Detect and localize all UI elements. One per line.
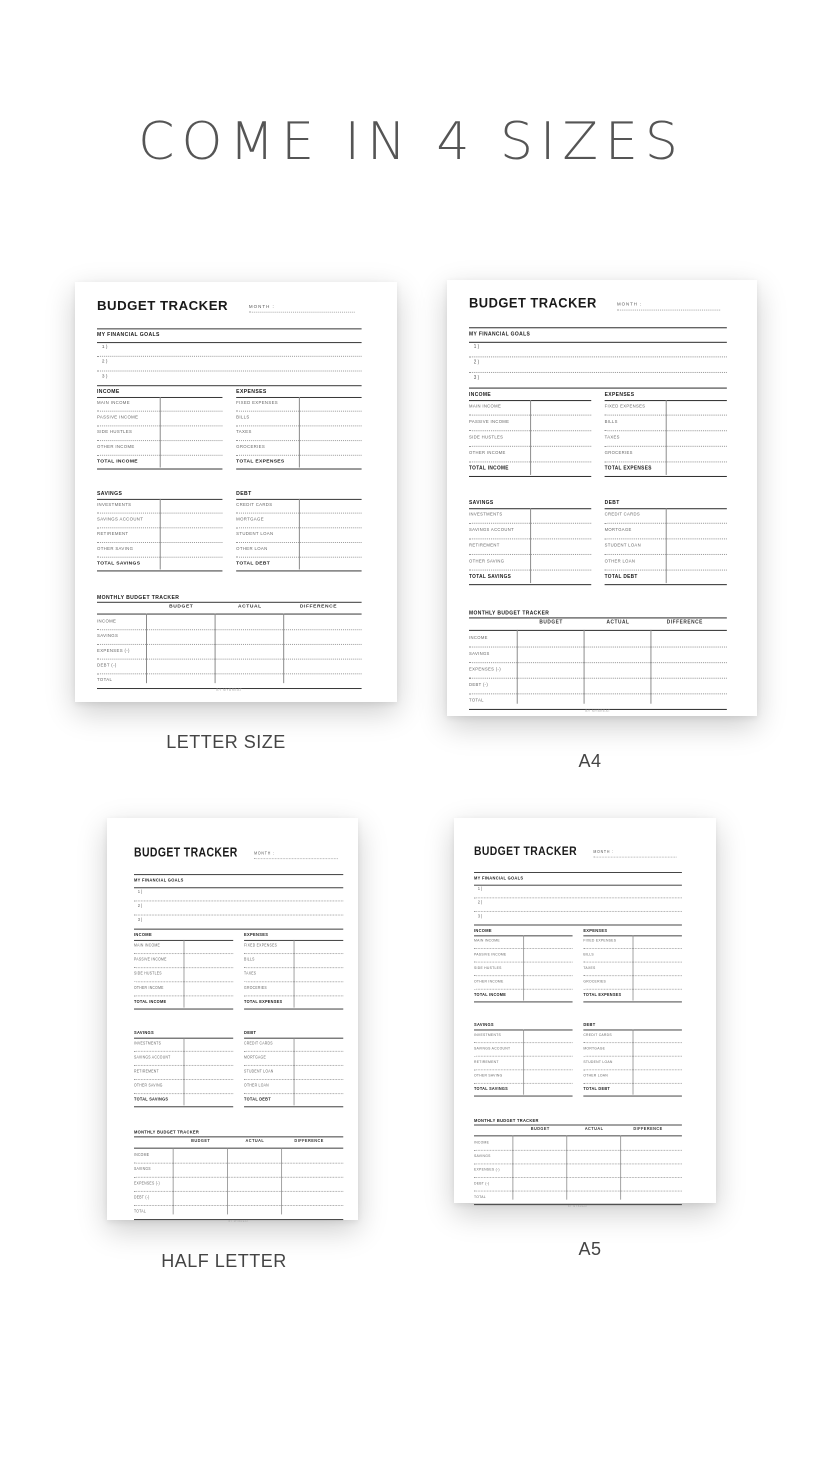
monthly-header-rule bbox=[469, 630, 727, 631]
monthly-row-rule bbox=[97, 659, 362, 660]
footer-credit: BY MYBREAT bbox=[567, 1204, 589, 1208]
monthly-row-rule bbox=[134, 1163, 343, 1164]
expenses-column-rule bbox=[666, 400, 667, 475]
monthly-row-rule bbox=[474, 1150, 682, 1151]
monthly-header-rule bbox=[97, 614, 362, 615]
monthly-column-rule bbox=[283, 614, 284, 684]
goal-line: 3 ) bbox=[137, 918, 143, 924]
expenses-column-rule bbox=[633, 935, 634, 1000]
goals-top-rule bbox=[474, 872, 682, 873]
expenses-row-label: BILLS bbox=[583, 951, 594, 957]
monthly-row-label: SAVINGS bbox=[474, 1153, 491, 1159]
income-header: INCOME bbox=[474, 928, 492, 934]
goals-rule bbox=[469, 342, 727, 343]
monthly-column-header: BUDGET bbox=[530, 1126, 550, 1132]
debt-total: TOTAL DEBT bbox=[583, 1086, 611, 1092]
savings-total-rule bbox=[97, 570, 222, 571]
expenses-row-label: TAXES bbox=[236, 429, 252, 435]
planner-sheet-a5 bbox=[454, 818, 716, 1208]
monthly-header: MONTHLY BUDGET TRACKER bbox=[469, 610, 550, 617]
goal-line: 2 ) bbox=[477, 901, 483, 906]
expenses-row-label: GROCERIES bbox=[583, 978, 607, 984]
savings-total: TOTAL SAVINGS bbox=[97, 560, 141, 567]
expenses-row-label: FIXED EXPENSES bbox=[236, 399, 279, 405]
goals-top-rule bbox=[134, 874, 343, 875]
debt-total-rule bbox=[244, 1106, 343, 1107]
expenses-column-rule bbox=[294, 940, 295, 1008]
expenses-row-label: GROCERIES bbox=[236, 444, 266, 449]
expenses-total-rule bbox=[605, 476, 727, 477]
page-title: BUDGET TRACKER bbox=[97, 298, 229, 313]
goal-rule bbox=[97, 356, 362, 357]
monthly-rule bbox=[97, 602, 362, 603]
debt-row-label: OTHER LOAN bbox=[583, 1072, 609, 1078]
goal-rule bbox=[97, 371, 362, 372]
savings-row-label: INVESTMENTS bbox=[474, 1032, 502, 1037]
expenses-total: TOTAL EXPENSES bbox=[236, 458, 285, 465]
goals-top-rule bbox=[97, 328, 362, 329]
planner-page bbox=[474, 844, 682, 1206]
monthly-row-rule bbox=[469, 662, 727, 663]
monthly-row-label: DEBT (-) bbox=[97, 662, 117, 668]
income-column-rule bbox=[530, 400, 531, 475]
savings-row-label: SAVINGS ACCOUNT bbox=[469, 526, 515, 533]
caption-letter-size: LETTER SIZE bbox=[166, 732, 286, 752]
debt-total: TOTAL DEBT bbox=[244, 1096, 271, 1103]
monthly-header-rule bbox=[474, 1135, 682, 1136]
goal-line: 1 ) bbox=[473, 344, 480, 351]
income-row-label: MAIN INCOME bbox=[469, 403, 502, 409]
expenses-row-label: TAXES bbox=[583, 965, 596, 970]
debt-header: DEBT bbox=[583, 1022, 596, 1028]
income-row-label: MAIN INCOME bbox=[134, 942, 161, 948]
debt-row-label: CREDIT CARDS bbox=[583, 1032, 612, 1037]
monthly-row-rule bbox=[97, 673, 362, 674]
goals-rule bbox=[134, 887, 343, 888]
savings-total-rule bbox=[134, 1106, 233, 1107]
expenses-header: EXPENSES bbox=[244, 932, 269, 939]
debt-row-label: CREDIT CARDS bbox=[604, 511, 641, 517]
month-field: MONTH : bbox=[617, 301, 720, 310]
income-column-rule bbox=[184, 940, 185, 1008]
savings-column-rule bbox=[160, 499, 161, 570]
monthly-rule bbox=[134, 1136, 343, 1137]
monthly-row-rule bbox=[134, 1191, 343, 1192]
income-row-label: PASSIVE INCOME bbox=[97, 414, 139, 420]
monthly-column-rule bbox=[173, 1148, 174, 1215]
debt-row-label: STUDENT LOAN bbox=[604, 542, 641, 548]
expenses-header: EXPENSES bbox=[236, 389, 267, 396]
savings-row-label: SAVINGS ACCOUNT bbox=[474, 1045, 511, 1051]
goal-rule bbox=[97, 385, 362, 386]
month-field: MONTH : bbox=[593, 849, 676, 857]
debt-header: DEBT bbox=[604, 499, 620, 507]
expenses-row-label: BILLS bbox=[244, 956, 255, 962]
income-row-label: OTHER INCOME bbox=[134, 985, 164, 990]
goals-header: MY FINANCIAL GOALS bbox=[474, 875, 524, 882]
savings-row-label: INVESTMENTS bbox=[97, 501, 132, 507]
savings-row-label: SAVINGS ACCOUNT bbox=[134, 1054, 171, 1060]
monthly-column-header: DIFFERENCE bbox=[299, 603, 338, 610]
planner-page bbox=[469, 295, 727, 714]
monthly-row-rule bbox=[469, 647, 727, 648]
headline: COME IN 4 SIZES bbox=[138, 112, 685, 172]
savings-header: SAVINGS bbox=[134, 1030, 154, 1036]
expenses-row-label: BILLS bbox=[236, 414, 250, 420]
goals-rule bbox=[474, 885, 682, 886]
planner-page bbox=[134, 845, 343, 1221]
debt-row-label: STUDENT LOAN bbox=[583, 1059, 613, 1064]
goal-rule bbox=[469, 356, 727, 357]
monthly-header: MONTHLY BUDGET TRACKER bbox=[97, 594, 180, 601]
goal-rule bbox=[134, 900, 343, 901]
monthly-column-rule bbox=[215, 614, 216, 684]
expenses-total: TOTAL EXPENSES bbox=[244, 999, 283, 1005]
monthly-row-label: TOTAL bbox=[134, 1208, 147, 1214]
page-title: BUDGET TRACKER bbox=[134, 845, 238, 860]
income-row-label: PASSIVE INCOME bbox=[474, 951, 507, 957]
debt-header: DEBT bbox=[244, 1030, 257, 1036]
savings-header: SAVINGS bbox=[474, 1022, 494, 1028]
debt-row-label: MORTGAGE bbox=[236, 516, 264, 522]
monthly-column-rule bbox=[584, 630, 585, 704]
goals-header: MY FINANCIAL GOALS bbox=[97, 332, 160, 339]
income-row-label: OTHER INCOME bbox=[474, 978, 504, 984]
savings-row-label: OTHER SAVING bbox=[469, 558, 505, 564]
income-row-label: OTHER INCOME bbox=[97, 444, 135, 449]
monthly-row-label: INCOME bbox=[134, 1152, 150, 1158]
debt-row-label: CREDIT CARDS bbox=[244, 1040, 273, 1046]
income-column-rule bbox=[160, 397, 161, 468]
monthly-row-rule bbox=[134, 1177, 343, 1178]
monthly-row-label: EXPENSES (-) bbox=[474, 1167, 500, 1172]
savings-row-label: RETIREMENT bbox=[97, 531, 129, 537]
monthly-column-header: BUDGET bbox=[191, 1138, 211, 1144]
monthly-row-rule bbox=[474, 1163, 682, 1164]
income-header: INCOME bbox=[97, 389, 120, 396]
income-total-rule bbox=[469, 476, 591, 477]
caption-a5: A5 bbox=[578, 1239, 602, 1259]
goal-line: 1 ) bbox=[477, 887, 483, 892]
goal-line: 3 ) bbox=[473, 376, 480, 382]
planner-page bbox=[97, 298, 362, 690]
monthly-column-rule bbox=[281, 1148, 282, 1215]
monthly-rule bbox=[469, 617, 727, 618]
monthly-column-header: BUDGET bbox=[169, 603, 194, 610]
monthly-row-rule bbox=[469, 693, 727, 694]
monthly-column-header: ACTUAL bbox=[245, 1138, 265, 1144]
expenses-total-rule bbox=[236, 469, 361, 470]
debt-column-rule bbox=[666, 508, 667, 583]
debt-total-rule bbox=[583, 1096, 682, 1097]
expenses-row-label: TAXES bbox=[244, 970, 257, 976]
income-total: TOTAL INCOME bbox=[134, 999, 167, 1005]
planner-sheet-a4 bbox=[447, 280, 757, 716]
goals-top-rule bbox=[469, 327, 727, 328]
expenses-column-rule bbox=[299, 397, 300, 468]
debt-total-rule bbox=[236, 570, 361, 571]
monthly-row-label: EXPENSES (-) bbox=[97, 647, 130, 653]
income-row-label: PASSIVE INCOME bbox=[469, 418, 510, 424]
monthly-row-label: TOTAL bbox=[469, 697, 484, 703]
footer-credit: BY MYBREAT bbox=[228, 1219, 249, 1223]
goal-line: 2 ) bbox=[101, 359, 108, 365]
monthly-row-label: SAVINGS bbox=[134, 1166, 151, 1172]
savings-column-rule bbox=[530, 508, 531, 583]
page-title: BUDGET TRACKER bbox=[469, 295, 597, 311]
goal-line: 2 ) bbox=[473, 360, 480, 366]
income-total-rule bbox=[474, 1001, 573, 1002]
debt-column-rule bbox=[299, 499, 300, 570]
expenses-header: EXPENSES bbox=[604, 391, 635, 398]
monthly-row-label: TOTAL bbox=[97, 677, 113, 683]
planner-sheet-half-letter bbox=[107, 818, 358, 1223]
monthly-column-header: DIFFERENCE bbox=[666, 619, 703, 626]
income-row-label: OTHER INCOME bbox=[469, 449, 506, 456]
expenses-row-label: GROCERIES bbox=[244, 985, 267, 990]
goal-rule bbox=[469, 388, 727, 389]
expenses-total-rule bbox=[244, 1009, 343, 1010]
goal-rule bbox=[134, 929, 343, 930]
savings-row-label: INVESTMENTS bbox=[469, 511, 503, 517]
monthly-header-rule bbox=[134, 1148, 343, 1149]
savings-header: SAVINGS bbox=[469, 499, 494, 507]
goal-rule bbox=[469, 372, 727, 373]
income-header: INCOME bbox=[134, 932, 152, 939]
income-row-label: SIDE HUSTLES bbox=[474, 965, 502, 970]
monthly-column-rule bbox=[227, 1148, 228, 1215]
savings-column-rule bbox=[523, 1030, 524, 1095]
monthly-row-label: INCOME bbox=[474, 1139, 490, 1145]
month-field: MONTH : bbox=[254, 851, 338, 859]
monthly-column-header: BUDGET bbox=[539, 619, 563, 626]
monthly-row-label: DEBT (-) bbox=[469, 681, 489, 688]
income-row-label: PASSIVE INCOME bbox=[134, 956, 167, 962]
debt-row-label: MORTGAGE bbox=[583, 1045, 606, 1051]
footer-credit: BY MYBREAT bbox=[585, 708, 611, 714]
savings-row-label: RETIREMENT bbox=[469, 542, 500, 548]
monthly-header: MONTHLY BUDGET TRACKER bbox=[134, 1129, 200, 1136]
expenses-total-rule bbox=[583, 1001, 682, 1002]
goal-line: 1 ) bbox=[137, 890, 143, 895]
goals-header: MY FINANCIAL GOALS bbox=[134, 877, 184, 884]
debt-row-label: MORTGAGE bbox=[604, 526, 632, 533]
income-total-rule bbox=[97, 469, 222, 470]
income-column-rule bbox=[523, 935, 524, 1000]
savings-row-label: OTHER SAVING bbox=[474, 1072, 503, 1078]
monthly-header: MONTHLY BUDGET TRACKER bbox=[474, 1118, 539, 1124]
monthly-column-rule bbox=[146, 614, 147, 684]
goal-rule bbox=[474, 911, 682, 912]
monthly-row-label: TOTAL bbox=[474, 1194, 486, 1199]
page-title: BUDGET TRACKER bbox=[474, 844, 577, 858]
income-total: TOTAL INCOME bbox=[97, 458, 138, 465]
savings-row-label: RETIREMENT bbox=[134, 1068, 159, 1074]
goals-rule bbox=[97, 342, 362, 343]
goal-line: 3 ) bbox=[101, 374, 108, 380]
savings-column-rule bbox=[184, 1038, 185, 1106]
goal-rule bbox=[474, 925, 682, 926]
savings-row-label: RETIREMENT bbox=[474, 1059, 499, 1064]
savings-total: TOTAL SAVINGS bbox=[469, 573, 512, 580]
monthly-row-rule bbox=[469, 678, 727, 679]
debt-row-label: OTHER LOAN bbox=[244, 1082, 269, 1088]
monthly-row-label: INCOME bbox=[97, 618, 117, 624]
goals-header: MY FINANCIAL GOALS bbox=[469, 331, 531, 338]
expenses-total: TOTAL EXPENSES bbox=[583, 992, 622, 998]
footer-credit: BY MYBREAT bbox=[216, 688, 243, 692]
income-total: TOTAL INCOME bbox=[474, 992, 507, 998]
monthly-row-rule bbox=[134, 1205, 343, 1206]
debt-row-label: STUDENT LOAN bbox=[236, 531, 274, 537]
caption-half-letter: HALF LETTER bbox=[161, 1251, 287, 1271]
monthly-row-label: SAVINGS bbox=[97, 633, 119, 639]
goal-rule bbox=[474, 897, 682, 898]
savings-total-rule bbox=[474, 1096, 573, 1097]
monthly-row-label: EXPENSES (-) bbox=[469, 666, 501, 672]
expenses-row-label: TAXES bbox=[604, 434, 620, 440]
expenses-row-label: FIXED EXPENSES bbox=[604, 403, 646, 409]
monthly-column-header: DIFFERENCE bbox=[633, 1126, 663, 1132]
expenses-header: EXPENSES bbox=[583, 928, 608, 934]
monthly-row-rule bbox=[474, 1177, 682, 1178]
debt-total: TOTAL DEBT bbox=[604, 573, 638, 580]
savings-row-label: INVESTMENTS bbox=[134, 1040, 162, 1046]
savings-total-rule bbox=[469, 584, 591, 585]
savings-row-label: OTHER SAVING bbox=[97, 545, 134, 551]
income-row-label: MAIN INCOME bbox=[97, 399, 130, 405]
goal-line: 1 ) bbox=[101, 345, 108, 350]
monthly-row-rule bbox=[474, 1191, 682, 1192]
debt-column-rule bbox=[294, 1038, 295, 1106]
monthly-column-header: ACTUAL bbox=[606, 619, 630, 626]
savings-total: TOTAL SAVINGS bbox=[474, 1086, 509, 1092]
monthly-column-header: ACTUAL bbox=[238, 603, 262, 610]
monthly-rule bbox=[474, 1125, 682, 1126]
debt-row-label: OTHER LOAN bbox=[604, 558, 636, 564]
monthly-column-rule bbox=[620, 1135, 621, 1199]
monthly-row-label: DEBT (-) bbox=[474, 1180, 490, 1186]
expenses-row-label: FIXED EXPENSES bbox=[244, 942, 278, 948]
income-row-label: SIDE HUSTLES bbox=[134, 970, 162, 976]
debt-row-label: OTHER LOAN bbox=[236, 545, 268, 551]
monthly-row-rule bbox=[97, 644, 362, 645]
debt-row-label: STUDENT LOAN bbox=[244, 1068, 274, 1074]
income-row-label: SIDE HUSTLES bbox=[97, 429, 133, 435]
savings-header: SAVINGS bbox=[97, 491, 123, 497]
income-total: TOTAL INCOME bbox=[469, 465, 509, 472]
savings-row-label: SAVINGS ACCOUNT bbox=[97, 516, 144, 522]
monthly-row-label: SAVINGS bbox=[469, 650, 490, 656]
monthly-column-header: ACTUAL bbox=[584, 1126, 604, 1132]
expenses-row-label: BILLS bbox=[604, 418, 618, 424]
goal-rule bbox=[134, 915, 343, 916]
debt-total-rule bbox=[605, 584, 727, 585]
monthly-row-label: INCOME bbox=[469, 635, 488, 641]
monthly-column-rule bbox=[513, 1135, 514, 1199]
savings-row-label: OTHER SAVING bbox=[134, 1082, 163, 1088]
monthly-row-label: EXPENSES (-) bbox=[134, 1180, 160, 1186]
monthly-column-header: DIFFERENCE bbox=[294, 1138, 324, 1144]
income-row-label: MAIN INCOME bbox=[474, 938, 500, 943]
planner-sheet-letter bbox=[75, 282, 397, 702]
monthly-row-label: DEBT (-) bbox=[134, 1194, 150, 1200]
monthly-row-rule bbox=[97, 629, 362, 630]
monthly-column-rule bbox=[650, 630, 651, 704]
income-row-label: SIDE HUSTLES bbox=[469, 434, 504, 440]
goal-line: 2 ) bbox=[137, 904, 143, 909]
income-total-rule bbox=[134, 1009, 233, 1010]
debt-total: TOTAL DEBT bbox=[236, 560, 271, 567]
debt-header: DEBT bbox=[236, 491, 252, 497]
debt-row-label: MORTGAGE bbox=[244, 1054, 267, 1060]
income-header: INCOME bbox=[469, 391, 492, 398]
debt-column-rule bbox=[633, 1030, 634, 1095]
goal-line: 3 ) bbox=[477, 914, 483, 920]
caption-a4: A4 bbox=[578, 751, 602, 771]
monthly-column-rule bbox=[566, 1135, 567, 1199]
monthly-column-rule bbox=[517, 630, 518, 704]
expenses-row-label: FIXED EXPENSES bbox=[583, 938, 617, 943]
month-field: MONTH : bbox=[249, 304, 355, 313]
expenses-total: TOTAL EXPENSES bbox=[604, 465, 652, 472]
debt-row-label: CREDIT CARDS bbox=[236, 501, 273, 507]
expenses-row-label: GROCERIES bbox=[604, 449, 633, 456]
savings-total: TOTAL SAVINGS bbox=[134, 1096, 169, 1103]
